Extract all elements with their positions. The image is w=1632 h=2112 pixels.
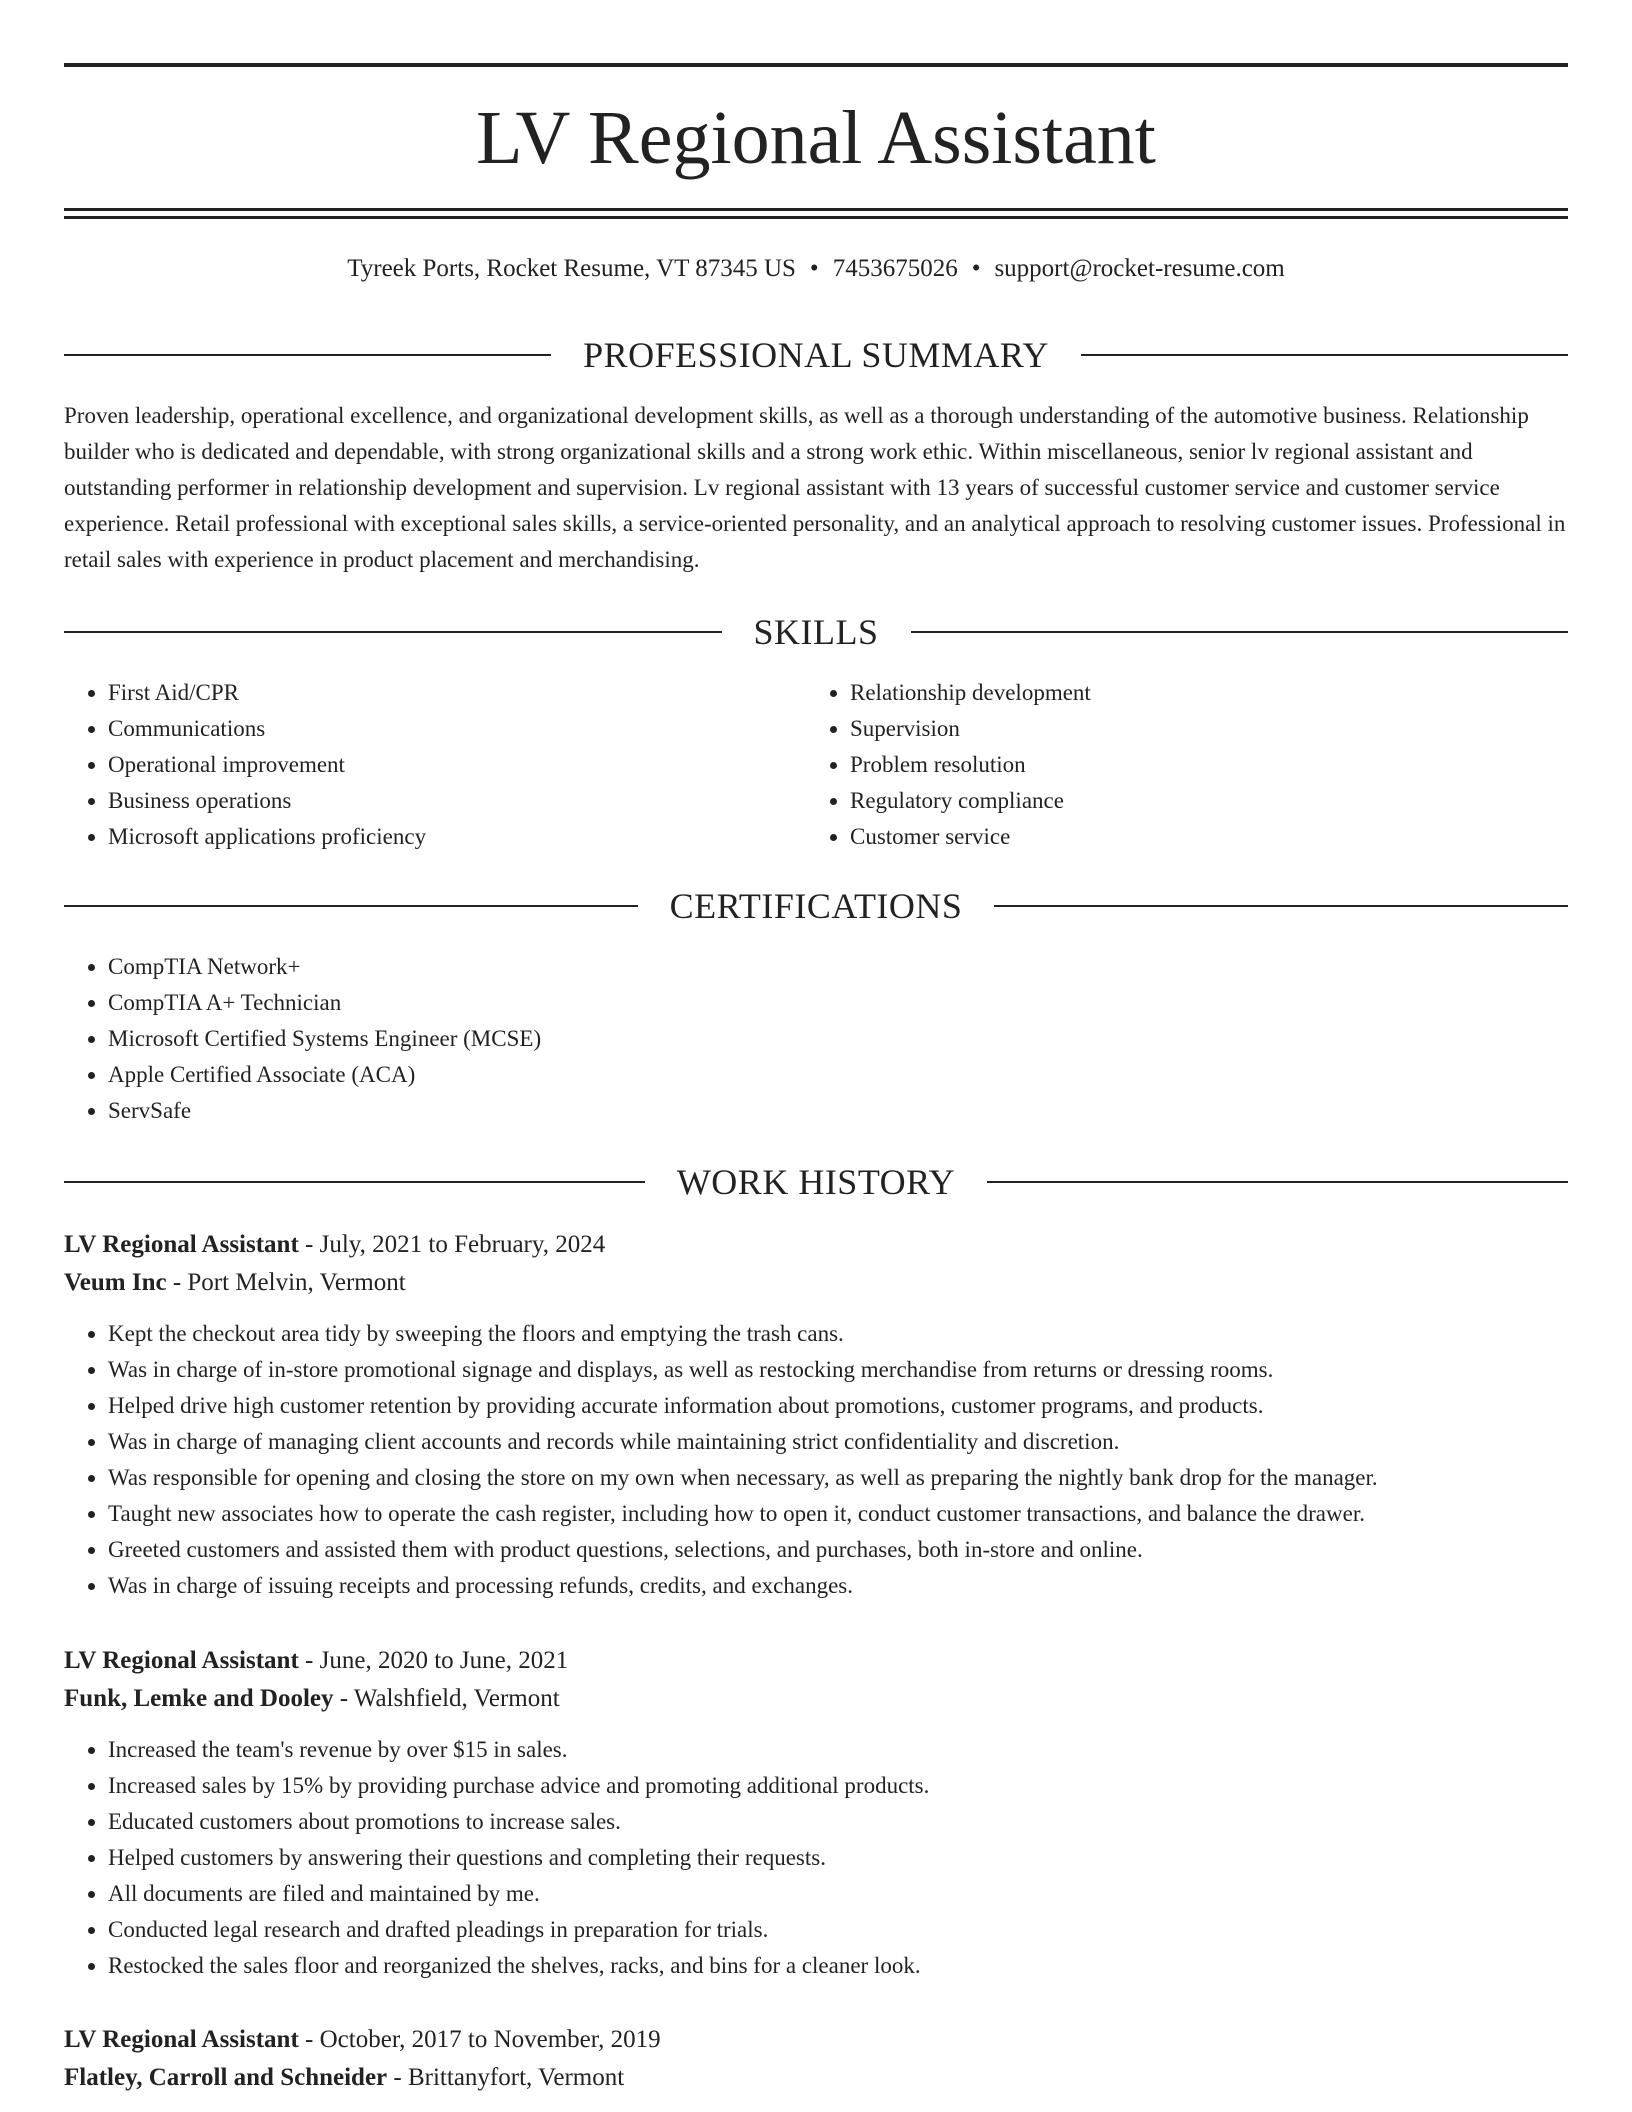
job-company-line [64,1680,1568,1718]
skill-item: • Supervision [850,711,1546,747]
job-location: - Walshfield, Vermont [333,1685,560,1712]
certification-item: • Apple Certified Associate (ACA) [108,1057,1568,1093]
job-bullet: • Increased sales by 15% by providing purchase advice and promoting additional products. [108,1768,1568,1804]
skills-column-left [64,675,804,855]
job-title-line [64,1226,1568,1264]
section-title-skills: SKILLS [753,612,879,652]
job-entry [64,1642,1568,1984]
certification-item: • ServSafe [108,1093,1568,1129]
certifications-list [64,949,1568,1129]
job-entry [64,1226,1568,1604]
skill-item: • Relationship development [850,675,1546,711]
section-rule [994,905,1568,907]
section-rule [1081,354,1568,356]
job-bullet: • Was responsible for opening and closing the store on my own when necessary, as well as preparing the nightly bank drop for the manager. [108,1460,1568,1496]
job-bullet: • All documents are filed and maintained by me. [108,1876,1568,1912]
job-bullet: • Helped customers by answering their questions and completing their requests. [108,1840,1568,1876]
section-rule [911,631,1569,633]
job-company: Veum Inc [64,1269,167,1296]
job-bullet: • Kept the checkout area tidy by sweeping the floors and emptying the trash cans. [108,1316,1568,1352]
contact-address: Tyreek Ports, Rocket Resume, VT 87345 US [347,255,796,282]
section-rule [987,1181,1568,1183]
job-bullets [64,1316,1568,1604]
job-bullet: • Taught new associates how to operate the cash register, including how to open it, conduct customer transactions, and balance the drawer. [108,1496,1568,1532]
summary-text: Proven leadership, operational excellence, and organizational development skills, as well as a thorough understanding of the automotive business. Relationship builder who is dedicated and dependable, with strong organizational skills and a strong work ethic. Within miscellaneous, senior lv regional assistant and outstanding performer in relationship development and supervision. Lv regional assistant with 13 years of successful customer service and customer service experience. Retail professional with exceptional sales skills, a service-oriented personality, and an analytical approach to resolving customer issues. Professional in retail sales with experience in product placement and merchandising. [64,403,1566,572]
job-title-line [64,1642,1568,1680]
contact-email[interactable]: support@rocket-resume.com [994,255,1285,282]
section-title-summary: PROFESSIONAL SUMMARY [583,335,1049,375]
section-title-certifications: CERTIFICATIONS [669,886,963,926]
section-rule [64,631,722,633]
job-bullet: • Helped drive high customer retention by providing accurate information about promotions, customer programs, and products. [108,1388,1568,1424]
section-header-skills [64,610,1568,654]
skill-item: • First Aid/CPR [108,675,804,711]
job-bullet: • Increased the team's revenue by over $15 in sales. [108,1732,1568,1768]
skill-item: • Customer service [850,819,1546,855]
skill-item: • Microsoft applications proficiency [108,819,804,855]
skill-item: • Regulatory compliance [850,783,1546,819]
double-rule-upper [64,208,1568,211]
job-bullet: • Was in charge of managing client accounts and records while maintaining strict confidentiality and discretion. [108,1424,1568,1460]
section-rule [64,905,638,907]
job-location: - Port Melvin, Vermont [166,1269,406,1296]
section-rule [64,1181,645,1183]
contact-separator: • [971,255,981,282]
section-header-work-history [64,1160,1568,1204]
job-company: Flatley, Carroll and Schneider [64,2064,388,2091]
skill-item: • Business operations [108,783,804,819]
job-bullet: • Greeted customers and assisted them with product questions, selections, and purchases, both in-store and online. [108,1532,1568,1568]
job-title: LV Regional Assistant [64,1231,299,1258]
section-header-summary [64,333,1568,377]
skill-item: • Operational improvement [108,747,804,783]
job-dates: - July, 2021 to February, 2024 [298,1231,606,1258]
double-rule-lower [64,216,1568,219]
job-bullet: • Was in charge of issuing receipts and processing refunds, credits, and exchanges. [108,1568,1568,1604]
job-title: LV Regional Assistant [64,1647,299,1674]
top-rule [64,63,1568,67]
job-company-line [64,1264,1568,1302]
job-title-line [64,2021,1568,2059]
job-location: - Brittanyfort, Vermont [387,2064,625,2091]
contact-phone: 7453675026 [832,255,958,282]
section-header-certifications [64,884,1568,928]
job-bullet: • Educated customers about promotions to increase sales. [108,1804,1568,1840]
job-bullet: • Was in charge of in-store promotional signage and displays, as well as restocking merchandise from returns or dressing rooms. [108,1352,1568,1388]
job-title: LV Regional Assistant [64,2026,299,2053]
job-bullets [64,1732,1568,1984]
certification-item: • CompTIA A+ Technician [108,985,1568,1021]
job-bullet: • Restocked the sales floor and reorganized the shelves, racks, and bins for a cleaner look. [108,1948,1568,1984]
section-title-work-history: WORK HISTORY [676,1162,956,1202]
resume-name: LV Regional Assistant [476,96,1156,180]
certification-item: • CompTIA Network+ [108,949,1568,985]
job-dates: - October, 2017 to November, 2019 [298,2026,661,2053]
certification-item: • Microsoft Certified Systems Engineer (MCSE) [108,1021,1568,1057]
skill-item: • Communications [108,711,804,747]
job-company-line [64,2059,1568,2097]
contact-line [64,252,1568,286]
job-dates: - June, 2020 to June, 2021 [298,1647,569,1674]
job-company: Funk, Lemke and Dooley [64,1685,334,1712]
job-bullet: • Conducted legal research and drafted pleadings in preparation for trials. [108,1912,1568,1948]
section-rule [64,354,551,356]
contact-separator: • [809,255,819,282]
job-entry [64,2021,1568,2097]
skill-item: • Problem resolution [850,747,1546,783]
skills-column-right [806,675,1546,855]
